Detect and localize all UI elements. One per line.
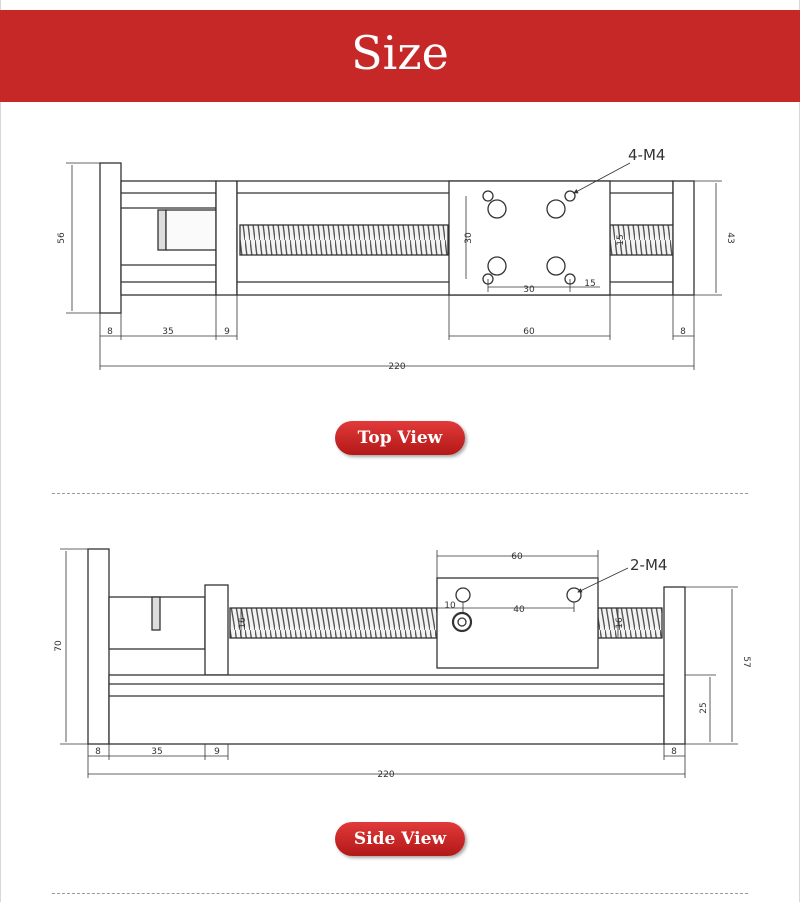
left-end-plate-side xyxy=(88,549,109,744)
top-view-drawing xyxy=(0,140,800,380)
bearing-block xyxy=(216,181,237,295)
dim-220: 220 xyxy=(388,362,406,372)
dim-220-side: 220 xyxy=(377,770,395,780)
dim-9-side: 9 xyxy=(214,747,220,757)
dim-57: 57 xyxy=(741,656,751,668)
dim-60: 60 xyxy=(523,327,535,337)
top-view-label: Top View xyxy=(335,421,465,455)
dim-70: 70 xyxy=(54,640,64,652)
dim-56: 56 xyxy=(57,232,67,244)
coupler-left xyxy=(158,210,166,250)
coupler xyxy=(166,210,216,250)
dim-60-side: 60 xyxy=(511,552,523,562)
dim-10: 10 xyxy=(444,601,456,611)
bearing-block-side xyxy=(205,585,228,675)
lead-screw-left xyxy=(240,225,448,255)
dim-15: 15 xyxy=(584,279,596,289)
base-rail-side xyxy=(109,675,664,744)
dim-30-vertical: 30 xyxy=(464,232,474,244)
header-banner xyxy=(0,10,800,102)
side-view-label: Side View xyxy=(335,822,465,856)
side-view-svg xyxy=(0,540,800,780)
right-end-plate xyxy=(673,181,694,295)
callout-4-m4: 4-M4 xyxy=(628,146,666,164)
callout-2-m4: 2-M4 xyxy=(630,556,668,574)
right-end-plate-side xyxy=(664,587,685,744)
dim-8-left-side: 8 xyxy=(95,747,101,757)
lead-screw-side-left xyxy=(230,608,437,638)
top-view-svg xyxy=(0,140,800,380)
dim-35-side: 35 xyxy=(151,747,163,757)
dim-8-right-side: 8 xyxy=(671,747,677,757)
left-end-plate xyxy=(100,163,121,313)
side-view-drawing xyxy=(0,540,800,780)
dim-16-left: 16 xyxy=(238,617,248,629)
dim-40: 40 xyxy=(513,605,525,615)
dim-9: 9 xyxy=(224,327,230,337)
lead-screw-side-right xyxy=(598,608,662,638)
section-divider-1 xyxy=(52,493,748,494)
page-title: Size xyxy=(351,26,449,80)
dim-15-screw: 15 xyxy=(616,234,626,246)
dim-8-left: 8 xyxy=(107,327,113,337)
dim-43: 43 xyxy=(725,232,735,244)
dim-16-right: 16 xyxy=(615,617,625,629)
section-divider-2 xyxy=(52,893,748,894)
dim-35: 35 xyxy=(162,327,174,337)
dim-30-horizontal: 30 xyxy=(523,285,535,295)
dim-25: 25 xyxy=(699,702,709,714)
dim-8-right: 8 xyxy=(680,327,686,337)
